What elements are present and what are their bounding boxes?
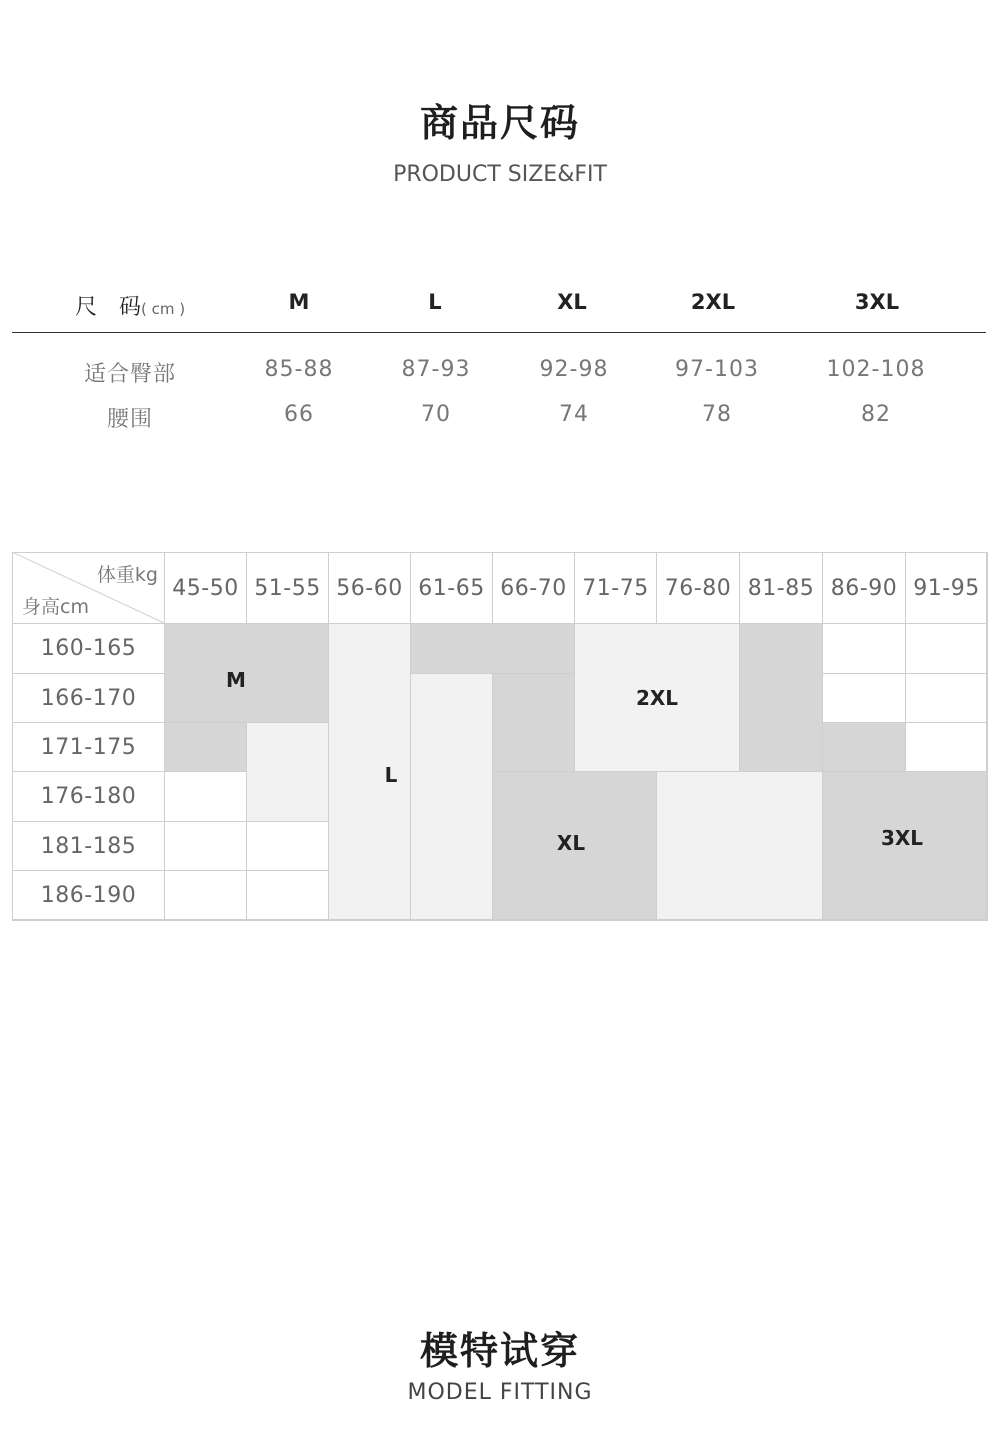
weight-header: 45-50 — [164, 552, 247, 624]
size-region-xl — [411, 624, 574, 673]
weight-header: 86-90 — [822, 552, 906, 624]
weight-header: 81-85 — [739, 552, 823, 624]
row-label: 适合臀部 — [83, 362, 177, 387]
weight-header: 71-75 — [574, 552, 657, 624]
size-region-3xl — [823, 723, 905, 771]
height-header: 171-175 — [12, 722, 165, 772]
weight-header: 51-55 — [246, 552, 329, 624]
grid-cell — [822, 673, 906, 723]
row-value: 92-98 — [539, 357, 609, 382]
height-header: 166-170 — [12, 673, 165, 723]
size-region-l — [411, 674, 492, 920]
size-col-2xl: 2XL — [690, 290, 736, 314]
weight-header: 61-65 — [410, 552, 493, 624]
grid-cell — [164, 771, 247, 822]
size-label-m: M — [226, 668, 246, 692]
weight-header: 76-80 — [656, 552, 740, 624]
header-divider — [12, 332, 986, 333]
size-label-l: L — [384, 763, 398, 787]
size-region-xl — [493, 674, 574, 771]
size-label-3xl: 3XL — [880, 826, 924, 850]
grid-cell — [905, 673, 988, 723]
row-value: 87-93 — [401, 357, 471, 382]
size-region-3xl — [740, 624, 822, 771]
grid-cell — [164, 821, 247, 871]
page-subtitle: PRODUCT SIZE&FIT — [393, 162, 607, 187]
size-row-hip — [0, 357, 1000, 391]
grid-cell — [822, 623, 906, 674]
row-value: 78 — [702, 402, 732, 427]
row-value: 97-103 — [675, 357, 759, 382]
section-subtitle: MODEL FITTING — [407, 1380, 593, 1405]
size-col-l: L — [428, 290, 442, 314]
row-label: 腰围 — [106, 407, 154, 432]
grid-cell — [905, 722, 988, 772]
size-region-l — [247, 723, 328, 821]
row-value: 102-108 — [826, 357, 926, 382]
size-col-3xl: 3XL — [854, 290, 900, 314]
row-value: 85-88 — [264, 357, 334, 382]
size-region-m — [165, 624, 328, 722]
height-header: 186-190 — [12, 870, 165, 921]
size-label-2xl: 2XL — [635, 686, 679, 710]
grid-cell — [905, 623, 988, 674]
height-header: 160-165 — [12, 623, 165, 674]
corner-height-label: 身高cm — [22, 596, 89, 618]
size-col-m: M — [288, 290, 310, 314]
size-row-waist — [0, 402, 1000, 436]
row-value: 82 — [861, 402, 891, 427]
corner-weight-label: 体重kg — [96, 564, 158, 586]
weight-header: 66-70 — [492, 552, 575, 624]
grid-cell — [164, 870, 247, 921]
section-title: 模特试穿 — [419, 1329, 580, 1373]
page-title: 商品尺码 — [419, 101, 580, 145]
weight-header: 91-95 — [905, 552, 988, 624]
height-header: 176-180 — [12, 771, 165, 822]
size-table-header — [0, 290, 1000, 324]
row-value: 66 — [284, 402, 314, 427]
grid-cell — [246, 870, 329, 921]
size-region-l — [329, 624, 410, 920]
grid-cell — [246, 821, 329, 871]
row-value: 70 — [421, 402, 451, 427]
size-col-xl: XL — [557, 290, 587, 314]
size-region-2xl — [657, 772, 822, 920]
row-value: 74 — [559, 402, 589, 427]
size-label: 尺 码( cm ) — [75, 295, 186, 320]
height-header: 181-185 — [12, 821, 165, 871]
weight-header: 56-60 — [328, 552, 411, 624]
unit-label: ( cm ) — [141, 300, 186, 318]
size-chart-grid — [12, 552, 987, 920]
size-label-xl: XL — [556, 831, 586, 855]
size-region-m — [165, 723, 246, 771]
